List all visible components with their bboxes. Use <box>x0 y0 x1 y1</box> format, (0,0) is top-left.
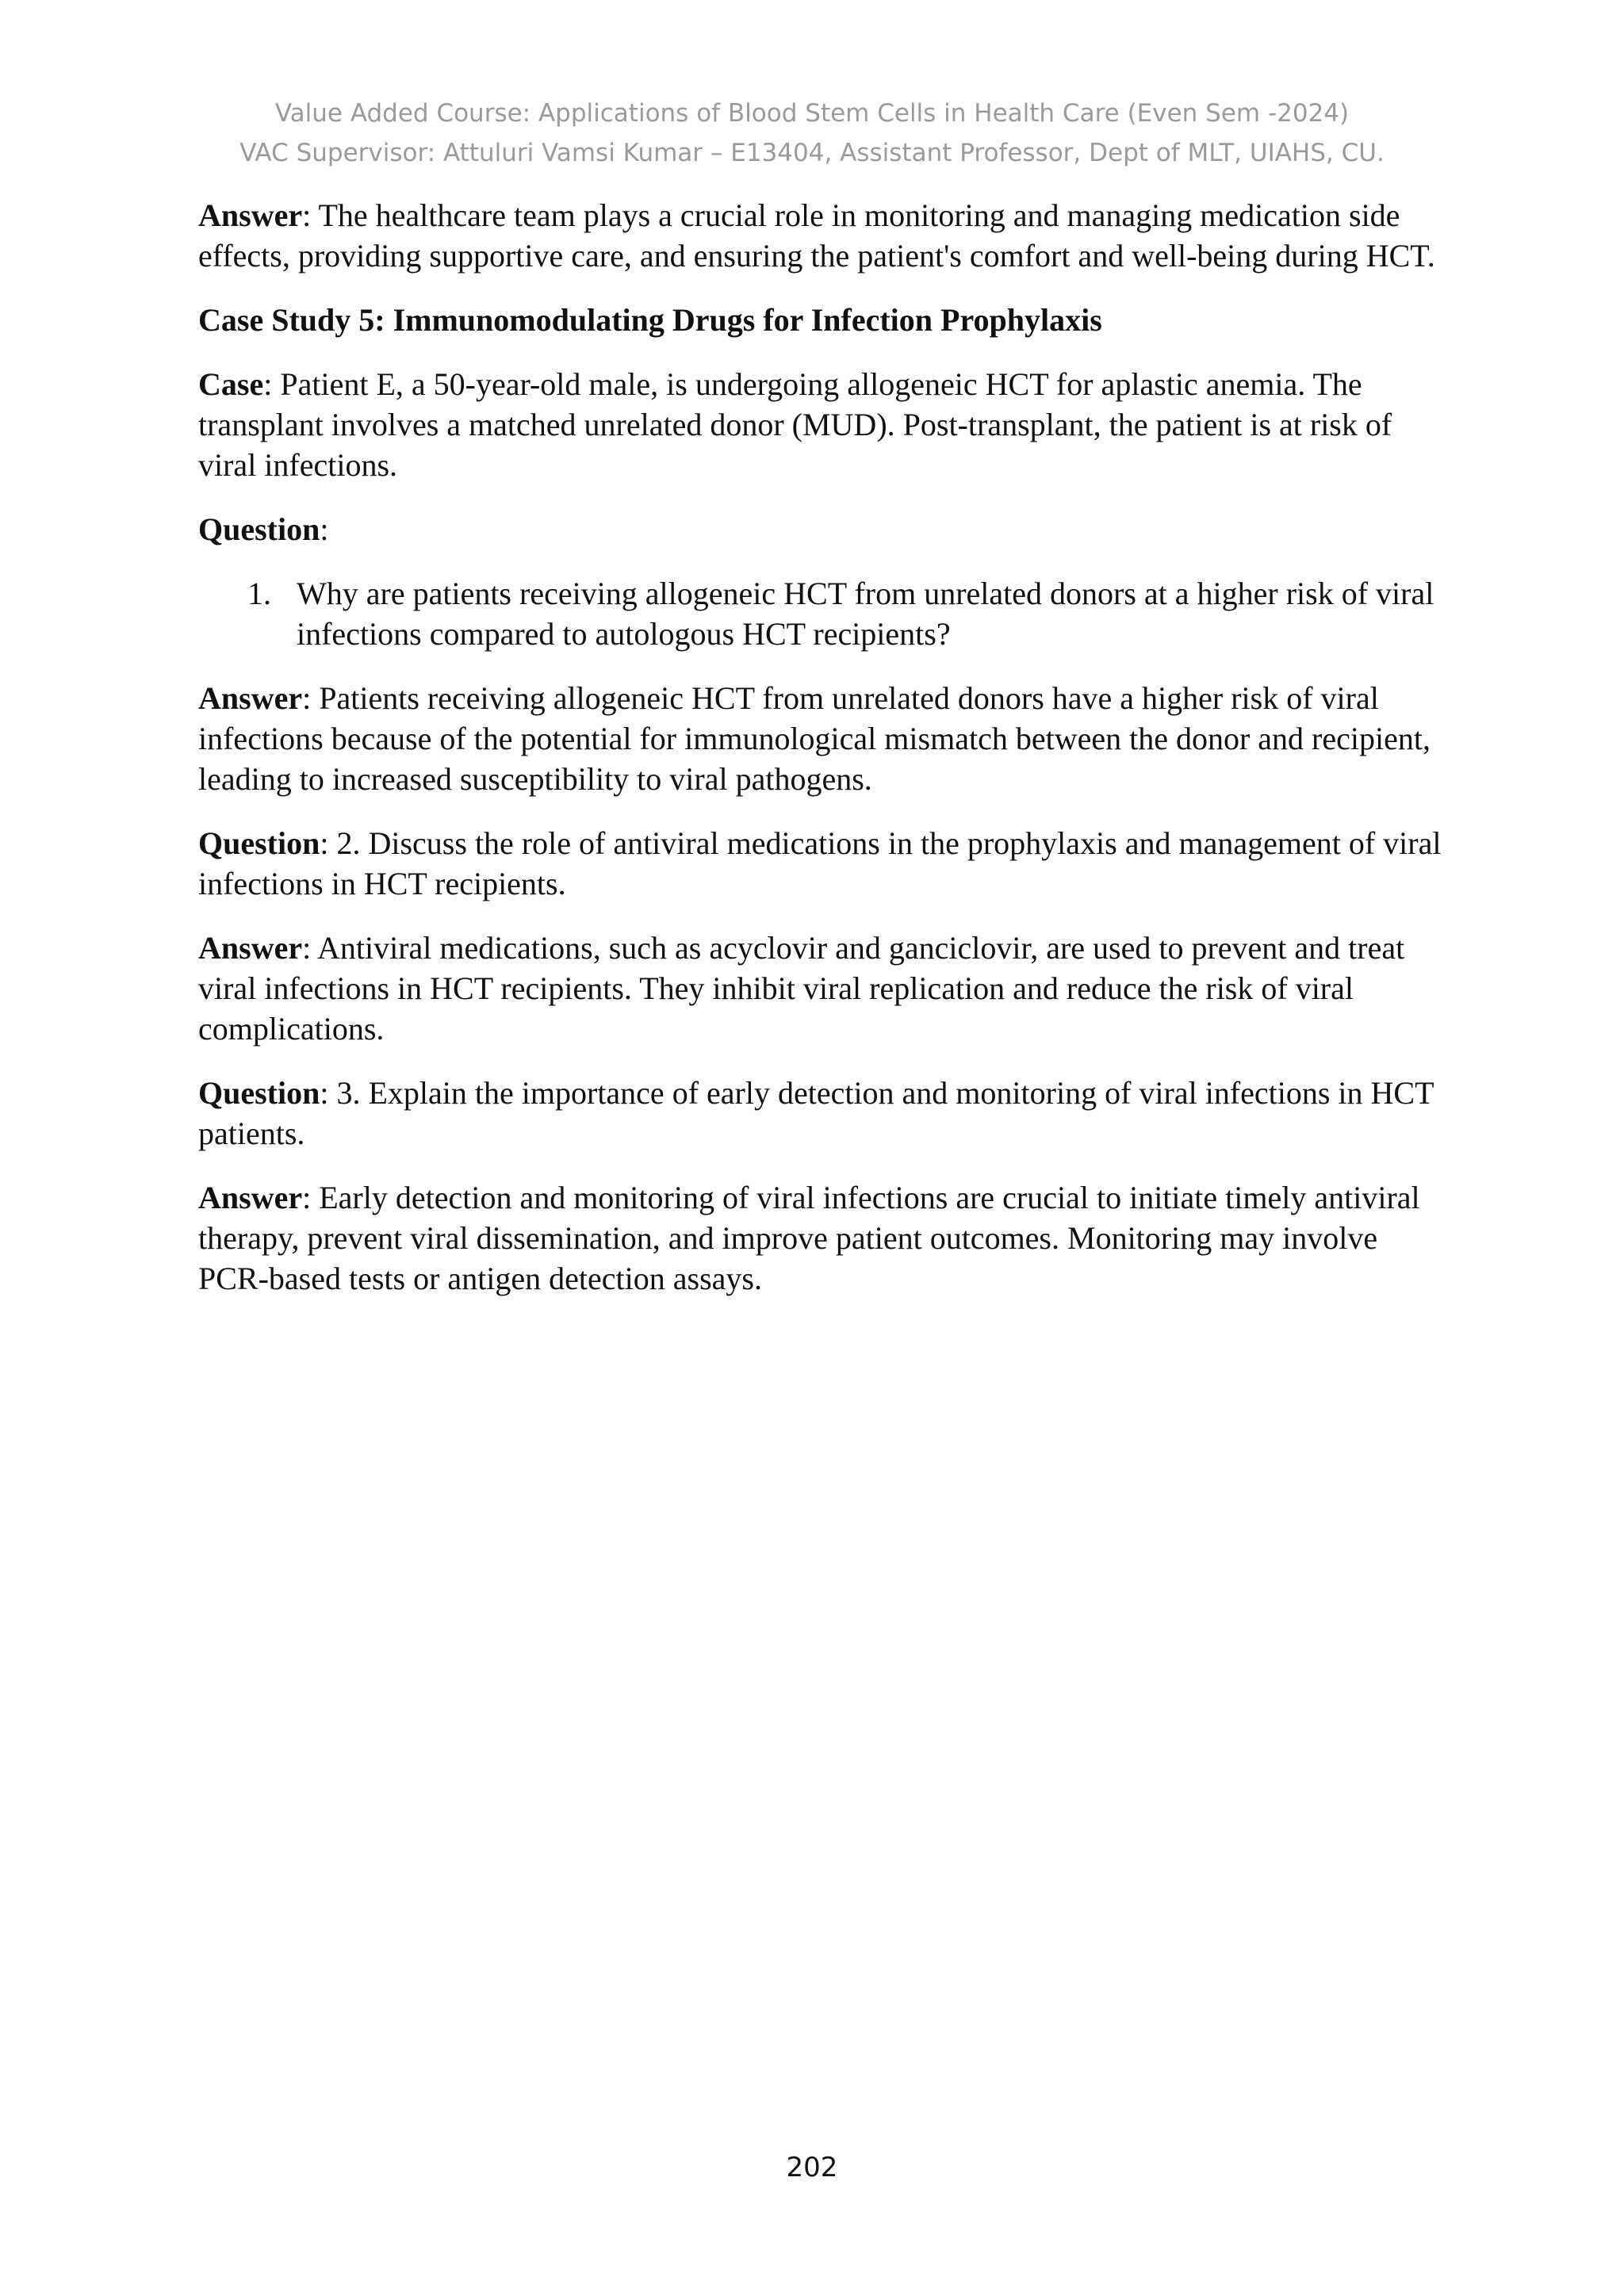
case-text: Patient E, a 50-year-old male, is undergoing allogeneic HCT for aplastic anemia. The transplant involves a matched unrelated donor (MUD). Post-transplant, the patient is at risk of viral infections. <box>198 366 1392 483</box>
colon-separator: : <box>263 366 281 402</box>
question-label: Question <box>198 1075 320 1111</box>
answer-label: Answer <box>198 930 303 966</box>
list-item <box>198 573 1451 654</box>
case-study-heading: Case Study 5: Immunomodulating Drugs for Infection Prophylaxis <box>198 302 1102 338</box>
question-label: Question <box>198 825 320 861</box>
answer-2-paragraph <box>198 928 1451 1049</box>
running-header <box>0 94 1624 173</box>
answer-label: Answer <box>198 197 303 233</box>
list-number: 1. <box>247 576 271 611</box>
case-label: Case <box>198 366 264 402</box>
question-label: Question <box>198 511 320 547</box>
colon-separator: : <box>320 511 329 547</box>
colon-separator: : <box>320 1075 337 1111</box>
question-list <box>198 573 1451 654</box>
header-supervisor: VAC Supervisor: Attuluri Vamsi Kumar – E13404, Assistant Professor, Dept of MLT, UIAHS, CU. <box>239 139 1385 167</box>
question-heading <box>198 509 1451 549</box>
question-3-text: 3. Explain the importance of early detection and monitoring of viral infections in HCT patients. <box>198 1075 1434 1151</box>
page-content <box>198 195 1451 1322</box>
colon-separator: : <box>302 197 319 233</box>
question-3-paragraph <box>198 1073 1451 1154</box>
case-paragraph <box>198 364 1451 485</box>
answer-3-text: Early detection and monitoring of viral infections are crucial to initiate timely antiviral therapy, prevent viral dissemination, and improve patient outcomes. Monitoring may involve PCR-based tests or antigen detection assays. <box>198 1180 1420 1296</box>
answer-text: The healthcare team plays a crucial role in monitoring and managing medication side effects, providing supportive care, and ensuring the patient's comfort and well-being during HCT. <box>198 197 1435 274</box>
header-course-title: Value Added Course: Applications of Blood Stem Cells in Health Care (Even Sem -2024) <box>274 99 1350 128</box>
answer-3-paragraph <box>198 1177 1451 1299</box>
page-number: 202 <box>786 2152 838 2183</box>
question-2-paragraph <box>198 823 1451 904</box>
answer-2-text: Antiviral medications, such as acyclovir and ganciclovir, are used to prevent and treat viral infections in HCT recipients. They inhibit viral replication and reduce the risk of viral complications. <box>198 930 1405 1047</box>
answer-1-text: Patients receiving allogeneic HCT from unrelated donors have a higher risk of viral infections because of the potential for immunological mismatch between the donor and recipient, leading to increased susceptibility to viral pathogens. <box>198 680 1431 797</box>
colon-separator: : <box>302 680 320 716</box>
answer-1-paragraph <box>198 678 1451 799</box>
colon-separator: : <box>302 930 317 966</box>
colon-separator: : <box>320 825 337 861</box>
answer-label: Answer <box>198 1180 303 1215</box>
answer-paragraph-previous <box>198 195 1451 276</box>
colon-separator: : <box>302 1180 320 1215</box>
question-1-text: Why are patients receiving allogeneic HCT from unrelated donors at a higher risk of viral infections compared to autologous HCT recipients? <box>297 576 1434 652</box>
question-2-text: 2. Discuss the role of antiviral medications in the prophylaxis and management of viral infections in HCT recipients. <box>198 825 1442 901</box>
answer-label: Answer <box>198 680 303 716</box>
